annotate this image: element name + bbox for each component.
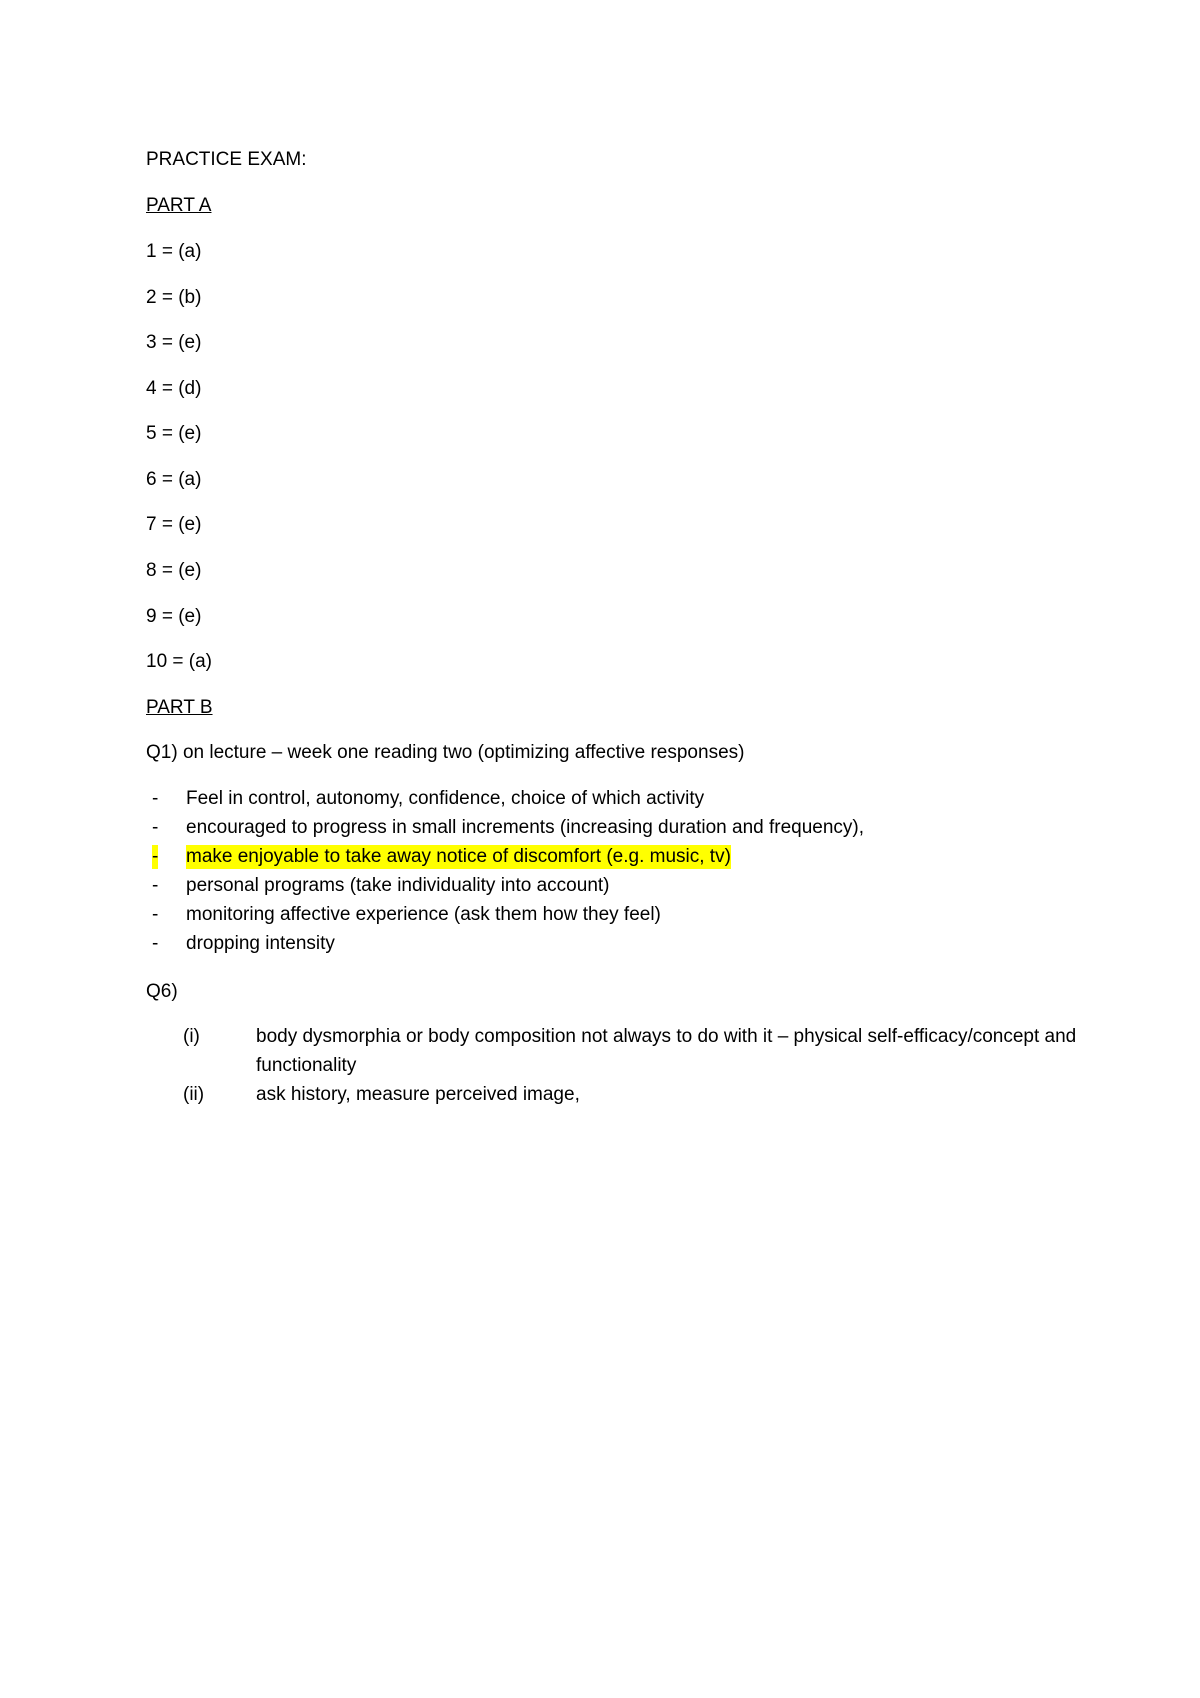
bullet-marker: - [152, 875, 159, 896]
answer-6: 6 = (a) [146, 469, 202, 490]
q6-item-text: ask history, measure perceived image, [256, 1084, 580, 1105]
answer-2: 2 = (b) [146, 287, 202, 308]
answer-5: 5 = (e) [146, 423, 202, 444]
part-a-heading: PART A [146, 195, 212, 216]
bullet-marker: - [152, 904, 159, 925]
bullet-marker: - [152, 933, 159, 954]
q6-item-number: (i) [183, 1026, 200, 1047]
q1-title: Q1) on lecture – week one reading two (optimizing affective responses) [146, 742, 745, 763]
q6-item-number: (ii) [183, 1084, 205, 1105]
q6-item-text: body dysmorphia or body composition not always to do with it – physical self-efficacy/concept and functionality [256, 1026, 1077, 1076]
bullet-text-highlighted: make enjoyable to take away notice of discomfort (e.g. music, tv) [186, 846, 731, 867]
q6-title: Q6) [146, 981, 178, 1002]
bullet-text: Feel in control, autonomy, confidence, choice of which activity [186, 788, 705, 809]
bullet-marker: - [152, 788, 159, 809]
bullet-marker: - [152, 817, 159, 838]
answer-9: 9 = (e) [146, 606, 202, 627]
bullet-text: dropping intensity [186, 933, 335, 954]
document-title: PRACTICE EXAM: [146, 149, 307, 170]
bullet-marker: - [152, 846, 159, 867]
answer-4: 4 = (d) [146, 378, 202, 399]
answer-7: 7 = (e) [146, 514, 202, 535]
answer-8: 8 = (e) [146, 560, 202, 581]
part-b-heading: PART B [146, 697, 213, 718]
answer-3: 3 = (e) [146, 332, 202, 353]
answer-1: 1 = (a) [146, 241, 202, 262]
answer-10: 10 = (a) [146, 651, 213, 672]
bullet-text: personal programs (take individuality into account) [186, 875, 610, 896]
bullet-text: encouraged to progress in small increments (increasing duration and frequency), [186, 817, 865, 838]
bullet-text: monitoring affective experience (ask them how they feel) [186, 904, 661, 925]
